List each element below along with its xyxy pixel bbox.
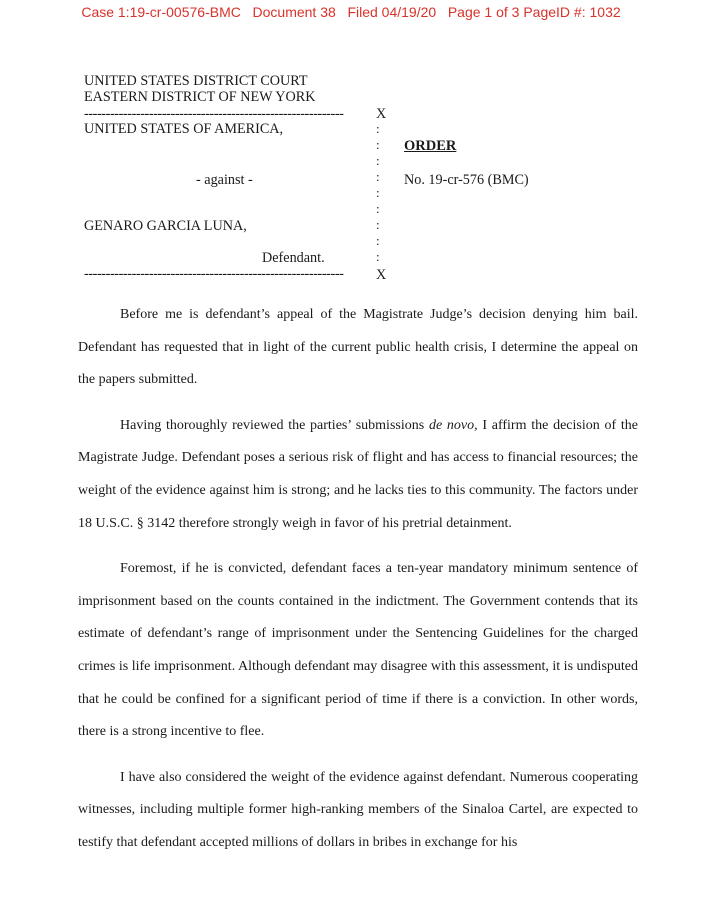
case-number: No. 19-cr-576 (BMC): [404, 172, 529, 188]
paragraph-2-part-a: Having thoroughly reviewed the parties’ submissions: [120, 417, 429, 433]
caption-top-rule: ------------------------------------------------------------: [84, 106, 344, 122]
court-name-line2: EASTERN DISTRICT OF NEW YORK: [84, 89, 316, 105]
ecf-header-stamp: Case 1:19-cr-00576-BMC Document 38 Filed 04/19/20 Page 1 of 3 PageID #: 1032: [81, 4, 621, 20]
defendant-label: Defendant.: [262, 250, 325, 266]
caption-colon: :: [376, 169, 380, 184]
paragraph-2: [78, 410, 638, 540]
caption-colon: :: [376, 185, 380, 200]
against-label: - against -: [196, 172, 253, 188]
court-name-line1: UNITED STATES DISTRICT COURT: [84, 73, 308, 89]
caption-bottom-rule: ------------------------------------------------------------: [84, 266, 344, 282]
order-body: [78, 299, 638, 873]
caption-colon: :: [376, 249, 380, 264]
paragraph-3: Foremost, if he is convicted, defendant faces a ten-year mandatory minimum sentence of imprisonment based on the counts contained in the indictment. The Government contends that its estimate of defendant’s range of imprisonment under the Sentencing Guidelines for the charged crimes is life imprisonment. Although defendant may disagree with this assessment, it is undisputed that he could be confined for a significant period of time if there is a conviction. In other words, there is a strong incentive to flee.: [78, 561, 638, 740]
de-novo-italic: de novo: [428, 417, 475, 433]
paragraph-4: I have also considered the weight of the evidence against defendant. Numerous cooperating witnesses, including multiple former high-ranking members of the Sinaloa Cartel, are expected to testify that defendant accepted millions of dollars in bribes in exchange for his: [78, 769, 638, 850]
plaintiff-name: UNITED STATES OF AMERICA,: [84, 121, 284, 137]
order-title: ORDER: [404, 138, 457, 154]
caption-top-x: X: [376, 106, 387, 122]
defendant-name: GENARO GARCIA LUNA,: [84, 218, 247, 234]
caption-colon: :: [376, 233, 380, 248]
caption-colon: :: [376, 217, 380, 232]
caption-bottom-x: X: [376, 267, 387, 283]
caption-colon: :: [376, 121, 380, 136]
caption-colon: :: [376, 201, 380, 216]
caption-colon: :: [376, 153, 380, 168]
paragraph-2-part-b: , I affirm the decision of the Magistrate Judge. Defendant poses a serious risk of flight and has access to financial resources; the weight of the evidence against him is strong; and he lacks ties to this community. The factors under 18 U.S.C. § 3142 therefore strongly weigh in favor of his pretrial detainment.: [78, 417, 638, 531]
caption-colon: :: [376, 137, 380, 152]
paragraph-1: Before me is defendant’s appeal of the Magistrate Judge’s decision denying him bail. Defendant has requested that in light of the current public health crisis, I determine the appeal on the papers submitted.: [78, 307, 638, 388]
